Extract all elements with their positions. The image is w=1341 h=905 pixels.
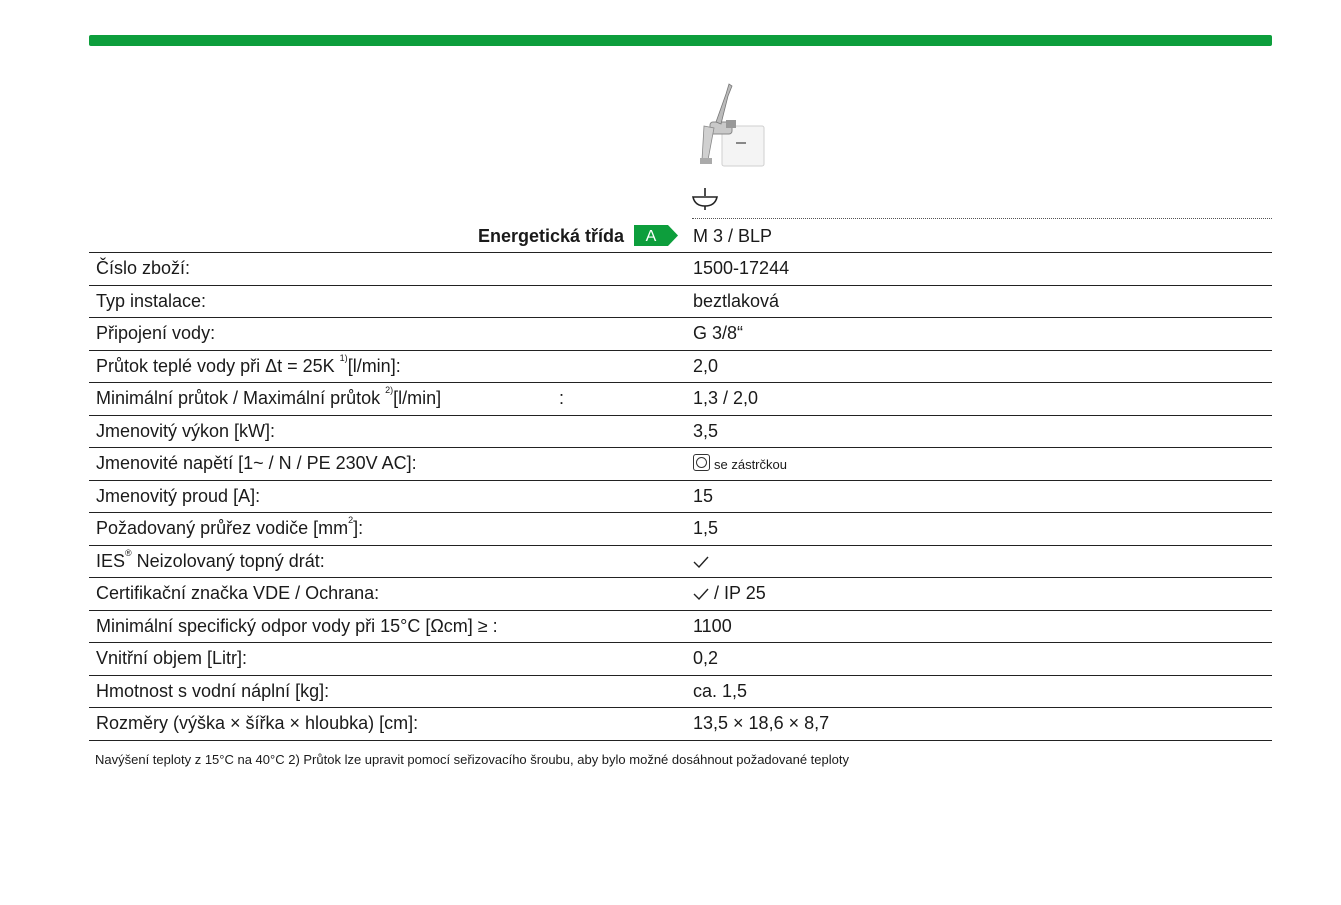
spec-label: Certifikační značka VDE / Ochrana: — [96, 583, 380, 603]
spec-value: 1,5 — [693, 518, 719, 538]
socket-plug-icon — [693, 454, 710, 471]
energy-class-label: Energetická třída — [477, 226, 624, 246]
checkmark-icon — [693, 556, 709, 568]
checkmark-icon — [693, 588, 709, 600]
model-name: M 3 / BLP — [693, 226, 773, 246]
spec-row-min-max-flow — [89, 383, 1272, 416]
spec-row-hot-water-flow — [89, 351, 1272, 384]
spec-row-vde-protection — [89, 578, 1272, 611]
superscript: 2 — [348, 515, 354, 525]
spec-row-rated-voltage — [89, 448, 1272, 481]
footnote-ref: 1) — [339, 352, 348, 363]
spec-value: 1,3 / 2,0 — [693, 388, 759, 408]
spec-label: Připojení vody: — [96, 323, 216, 343]
spec-value: se zástrčkou — [693, 453, 787, 474]
energy-class-row — [89, 222, 1272, 253]
header-accent-bar — [89, 35, 1272, 46]
spec-value — [693, 551, 709, 572]
footnote-text: Navýšení teploty z 15°C na 40°C 2) Průtok lze upravit pomocí seřizovacího šroubu, aby bylo možné dosáhnout požadované teploty — [95, 752, 849, 767]
spec-value: / IP 25 — [693, 583, 766, 604]
spec-value: 2,0 — [693, 355, 719, 376]
spec-table — [89, 253, 1272, 741]
spec-label: Hmotnost s vodní náplní [kg]: — [96, 680, 330, 701]
spec-label: Minimální specifický odpor vody při 15°C [Ωcm] ≥ : — [96, 615, 498, 636]
spec-row-weight — [89, 676, 1272, 709]
dotted-separator — [692, 218, 1272, 219]
spec-row-wire-cross-section — [89, 513, 1272, 546]
spec-row-article-number — [89, 253, 1272, 286]
energy-class-badge — [634, 225, 678, 246]
water-heater-faucet-image — [696, 82, 766, 168]
spec-label: Jmenovité napětí [1~ / N / PE 230V AC]: — [96, 453, 417, 473]
spec-label: IES® Neizolovaný topný drát: — [96, 547, 325, 571]
sink-icon — [692, 187, 718, 211]
spec-colon: : — [559, 388, 565, 408]
spec-row-ies-heating-wire — [89, 546, 1272, 579]
energy-class-letter: A — [645, 228, 657, 245]
spec-label: Rozměry (výška × šířka × hloubka) [cm]: — [96, 713, 419, 733]
spec-label: Vnitřní objem [Litr]: — [96, 648, 248, 668]
spec-value: G 3/8“ — [693, 323, 744, 343]
spec-row-dimensions — [89, 708, 1272, 741]
spec-label: Průtok teplé vody při Δt = 25K $^{1)}$[l/min]: — [96, 352, 401, 376]
spec-value: 1100 — [693, 615, 732, 636]
spec-value: 3,5 — [693, 420, 719, 441]
spec-label: Požadovaný průřez vodiče $[mm^2]$: — [96, 515, 364, 538]
spec-value: 15 — [693, 485, 714, 506]
spec-value: 1500-17244 — [693, 258, 790, 278]
registered-mark: ® — [125, 547, 132, 558]
spec-label: Jmenovitý proud [A]: — [96, 485, 261, 506]
spec-label: Typ instalace: — [96, 290, 207, 311]
spec-value: beztlaková — [693, 290, 780, 311]
spec-row-internal-volume — [89, 643, 1272, 676]
spec-row-rated-current — [89, 481, 1272, 514]
spec-label: Jmenovitý výkon [kW]: — [96, 420, 276, 441]
spec-label: Číslo zboží: — [96, 258, 191, 278]
spec-value: 13,5 × 18,6 × 8,7 — [693, 713, 830, 733]
spec-row-water-resistivity — [89, 611, 1272, 644]
spec-value: ca. 1,5 — [693, 680, 748, 701]
spec-value: 0,2 — [693, 648, 719, 668]
spec-row-water-connection — [89, 318, 1272, 351]
footnote-ref: 2) — [385, 385, 394, 395]
spec-row-rated-power — [89, 416, 1272, 449]
spec-row-installation-type — [89, 286, 1272, 319]
spec-label: Minimální průtok / Maximální průtok $^{2)}$[l/min] — [96, 385, 442, 408]
